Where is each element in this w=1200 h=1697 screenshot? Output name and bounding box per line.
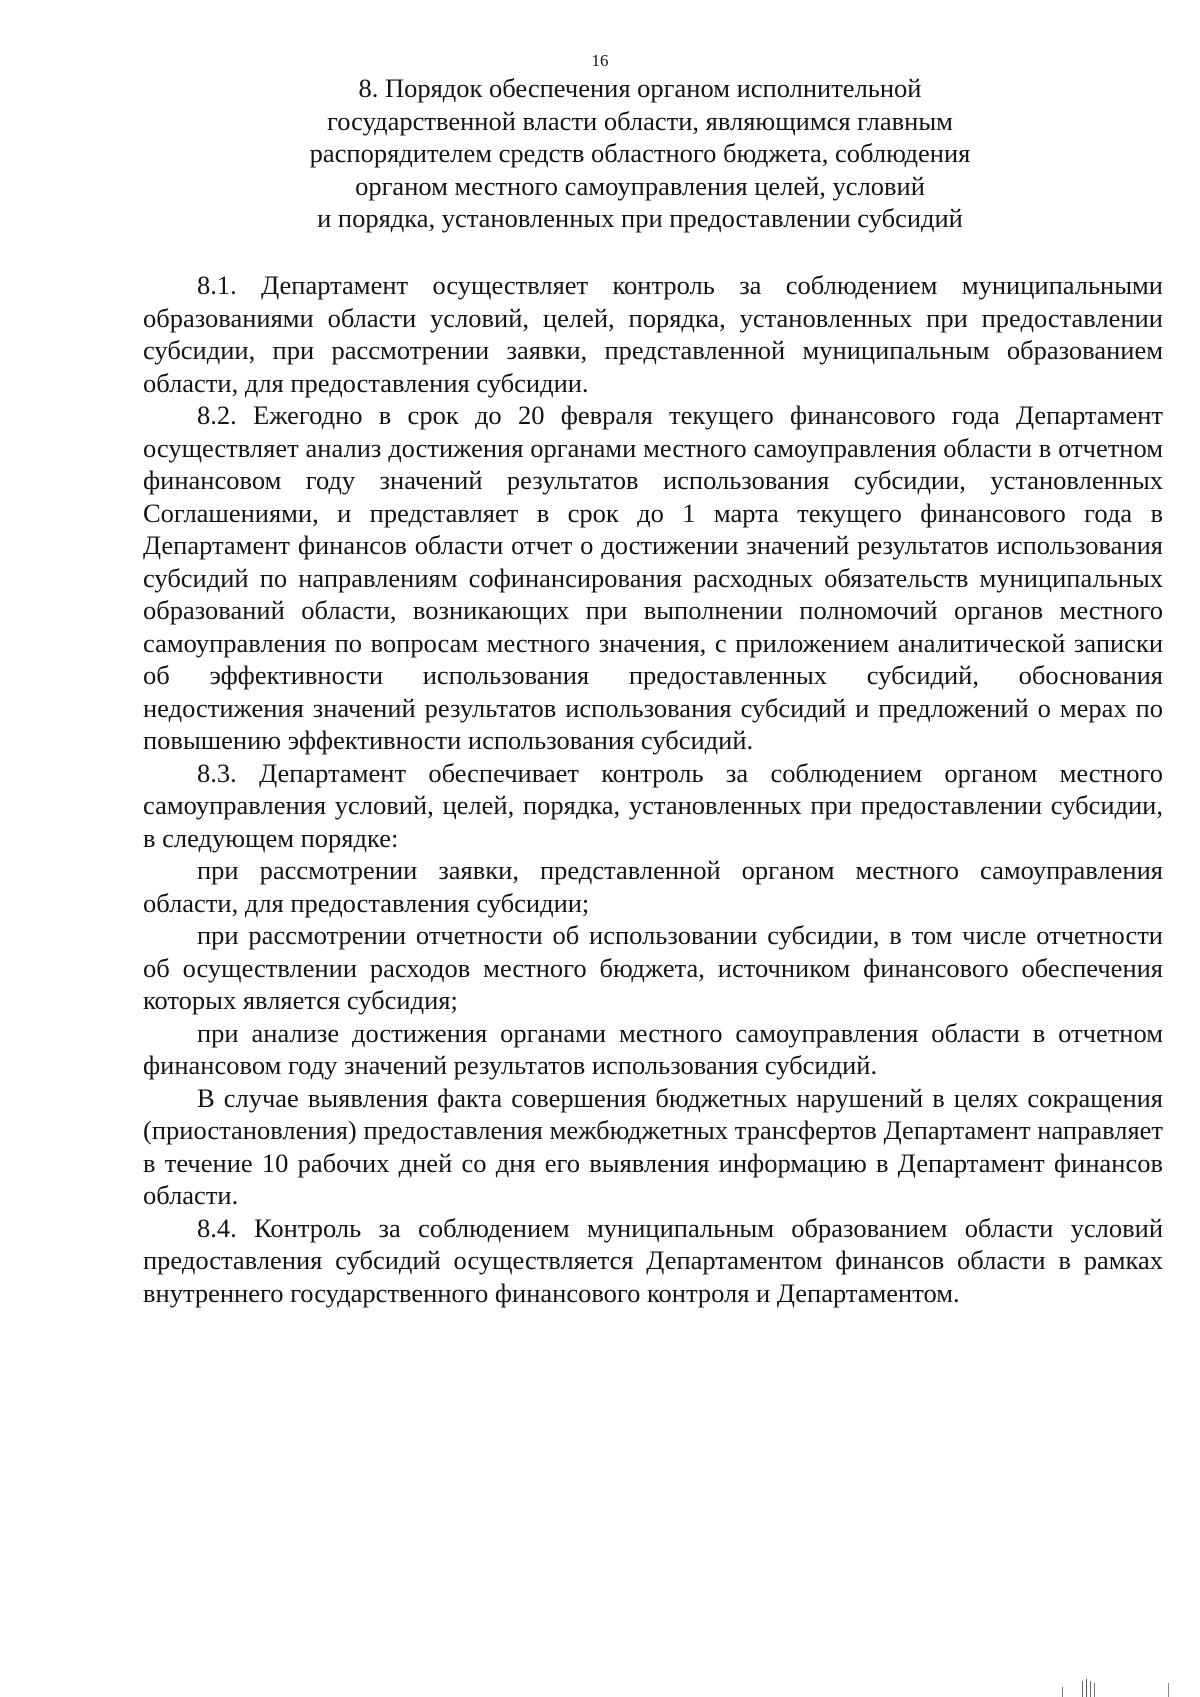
paragraph-violation-notice: В случае выявления факта совершения бюджетных нарушений в целях сокращения (приостановления) предоставления межбюджетных трансфертов Департамент направляет в течение 10 рабочих дней со дня его выявления информацию в Департамент финансов области. — [143, 1082, 1163, 1210]
document-body — [143, 269, 1163, 1309]
heading-line-3: распорядителем средств областного бюджета, соблюдения — [309, 138, 971, 168]
scan-artifact-marks — [1060, 1675, 1180, 1697]
paragraph-8-2: 8.2. Ежегодно в срок до 20 февраля текущего финансового года Департамент осуществляет анализ достижения органами местного самоуправления области в отчетном финансовом году значений результатов использования субсидии, установленных Соглашениями, и представляет в срок до 1 марта текущего финансового года в Департамент финансов области отчет о достижении значений результатов использования субсидий по направлениям софинансирования расходных обязательств муниципальных образований области, возникающих при выполнении полномочий органов местного самоуправления по вопросам местного значения, с приложением аналитической записки об эффективности использования предоставленных субсидий, обоснования недостижения значений результатов использования субсидий и предложений о мерах по повышению эффективности использования субсидий. — [143, 400, 1163, 755]
heading-line-4: органом местного самоуправления целей, условий — [355, 170, 925, 201]
heading-line-5: и порядка, установленных при предоставлении субсидий — [317, 203, 963, 233]
paragraph-8-3-item-3: при анализе достижения органами местного самоуправления области в отчетном финансовом году значений результатов использования субсидий. — [143, 1017, 1163, 1080]
section-heading — [200, 72, 1080, 235]
heading-line-1: 8. Порядок обеспечения органом исполнительной — [358, 73, 922, 103]
paragraph-8-1: 8.1. Департамент осуществляет контроль за соблюдением муниципальными образованиями области условий, целей, порядка, установленных при предоставлении субсидии, при рассмотрении заявки, представленной муниципальным образованием области, для предоставления субсидии. — [143, 270, 1163, 398]
paragraph-8-3-item-1: при рассмотрении заявки, представленной органом местного самоуправления области, для предоставления субсидии; — [143, 855, 1163, 918]
page-number: 16 — [591, 51, 609, 70]
paragraph-8-3-item-2: при рассмотрении отчетности об использовании субсидии, в том числе отчетности об осуществлении расходов местного бюджета, источником финансового обеспечения которых является субсидия; — [143, 920, 1163, 1015]
paragraph-8-3: 8.3. Департамент обеспечивает контроль за соблюдением органом местного самоуправления условий, целей, порядка, установленных при предоставлении субсидии, в следующем порядке: — [143, 757, 1163, 853]
paragraph-8-4: 8.4. Контроль за соблюдением муниципальным образованием области условий предоставления субсидий осуществляется Департаментом финансов области в рамках внутреннего государственного финансового контроля и Департаментом. — [143, 1212, 1163, 1308]
heading-line-2: государственной власти области, являющимся главным — [327, 105, 953, 136]
